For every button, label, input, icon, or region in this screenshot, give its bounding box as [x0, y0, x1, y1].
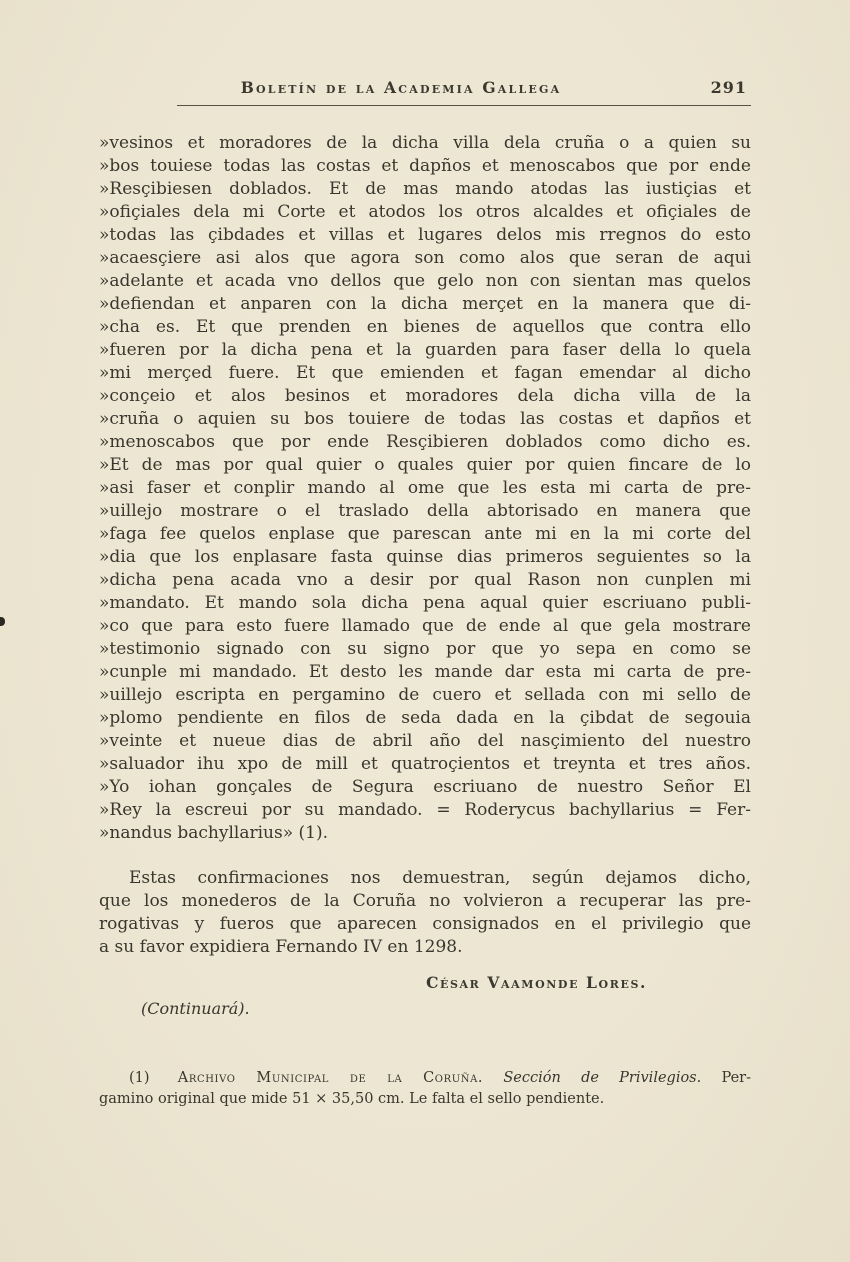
footnote-marker: (1)	[129, 1070, 150, 1086]
quote-line: »uillejo mostrare o el traslado della abtorisado en manera que	[99, 501, 751, 521]
footnote-line-2: gamino original que mide 51 × 35,50 cm. Le falta el sello pendiente.	[99, 1091, 605, 1107]
paragraph-line: Estas confirmaciones nos demuestran, según dejamos dicho,	[129, 868, 751, 888]
quote-line: »adelante et acada vno dellos que gelo non con sientan mas quelos	[99, 271, 751, 291]
quote-block	[99, 132, 751, 845]
quote-line: »testimonio signado con su signo por que yo sepa en como se	[99, 639, 751, 659]
quote-line: »vesinos et moradores de la dicha villa dela cruña o a quien su	[99, 133, 751, 153]
page-number: 291	[710, 78, 747, 97]
quote-line: »mandato. Et mando sola dicha pena aqual quier escriuano publi-	[99, 593, 751, 613]
quote-line: »plomo pendiente en filos de seda dada en la çibdat de segouia	[99, 708, 751, 728]
quote-line: »cunple mi mandado. Et desto les mande dar esta mi carta de pre-	[99, 662, 751, 682]
scan-speck	[0, 617, 5, 626]
quote-line: »todas las çibdades et villas et lugares delos mis rregnos do esto	[99, 225, 751, 245]
quote-line: »Et de mas por qual quier o quales quier por quien fincare de lo	[99, 455, 751, 475]
quote-line: »saluador ihu xpo de mill et quatroçientos et treynta et tres años.	[99, 754, 751, 774]
scanned-page	[99, 0, 751, 1110]
page-header	[99, 78, 751, 100]
continuation-note: (Continuará).	[141, 999, 250, 1018]
quote-line: »co que para esto fuere llamado que de ende al que gela mostrare	[99, 616, 751, 636]
quote-line: »Yo iohan gonçales de Segura escriuano de nuestro Señor El	[99, 777, 751, 797]
author-signature: César Vaamonde Lores.	[426, 973, 647, 992]
footnote	[99, 1068, 751, 1110]
quote-line: »asi faser et conplir mando al ome que les esta mi carta de pre-	[99, 478, 751, 498]
footnote-line-1-tail: Per-	[721, 1070, 751, 1086]
quote-line: »dia que los enplasare fasta quinse dias primeros seguientes so la	[99, 547, 751, 567]
footnote-archive-name: Archivo Municipal de la Coruña.	[177, 1070, 484, 1086]
paragraph-line: rogativas y fueros que aparecen consignados en el privilegio que	[99, 914, 751, 934]
quote-line: »faga fee quelos enplase que parescan ante mi en la mi corte del	[99, 524, 751, 544]
quote-line: »cha es. Et que prenden en bienes de aquellos que contra ello	[99, 317, 751, 337]
quote-line: »fueren por la dicha pena et la guarden para faser della lo quela	[99, 340, 751, 360]
quote-line: »uillejo escripta en pergamino de cuero et sellada con mi sello de	[99, 685, 751, 705]
journal-title: Boletín de la Academia Gallega	[240, 78, 562, 97]
quote-line: »cruña o aquien su bos touiere de todas las costas et dapños et	[99, 409, 751, 429]
header-rule	[177, 105, 751, 106]
quote-line: »mi merçed fuere. Et que emienden et fagan emendar al dicho	[99, 363, 751, 383]
quote-line: »ofiçiales dela mi Corte et atodos los otros alcaldes et ofiçiales de	[99, 202, 751, 222]
quote-line: »bos touiese todas las costas et dapños et menoscabos que por ende	[99, 156, 751, 176]
quote-line: »defiendan et anparen con la dicha merçet en la manera que di-	[99, 294, 751, 314]
footnote-line-1	[99, 1068, 751, 1089]
quote-line: »conçeio et alos besinos et moradores dela dicha villa de la	[99, 386, 751, 406]
footnote-section-title: Sección de Privilegios.	[503, 1070, 702, 1086]
quote-line: »menoscabos que por ende Resçibieren doblados como dicho es.	[99, 432, 751, 452]
quote-line: »nandus bachyllarius» (1).	[99, 823, 329, 843]
quote-line: »veinte et nueue dias de abril año del nasçimiento del nuestro	[99, 731, 751, 751]
closing-paragraph	[99, 867, 751, 959]
quote-line: »Rey la escreui por su mandado. = Roderycus bachyllarius = Fer-	[99, 800, 751, 820]
quote-line: »acaesçiere asi alos que agora son como alos que seran de aqui	[99, 248, 751, 268]
quote-line: »dicha pena acada vno a desir por qual Rason non cunplen mi	[99, 570, 751, 590]
paragraph-line: a su favor expidiera Fernando IV en 1298.	[99, 937, 463, 957]
paragraph-line: que los monederos de la Coruña no volvieron a recuperar las pre-	[99, 891, 751, 911]
quote-line: »Resçibiesen doblados. Et de mas mando atodas las iustiçias et	[99, 179, 751, 199]
